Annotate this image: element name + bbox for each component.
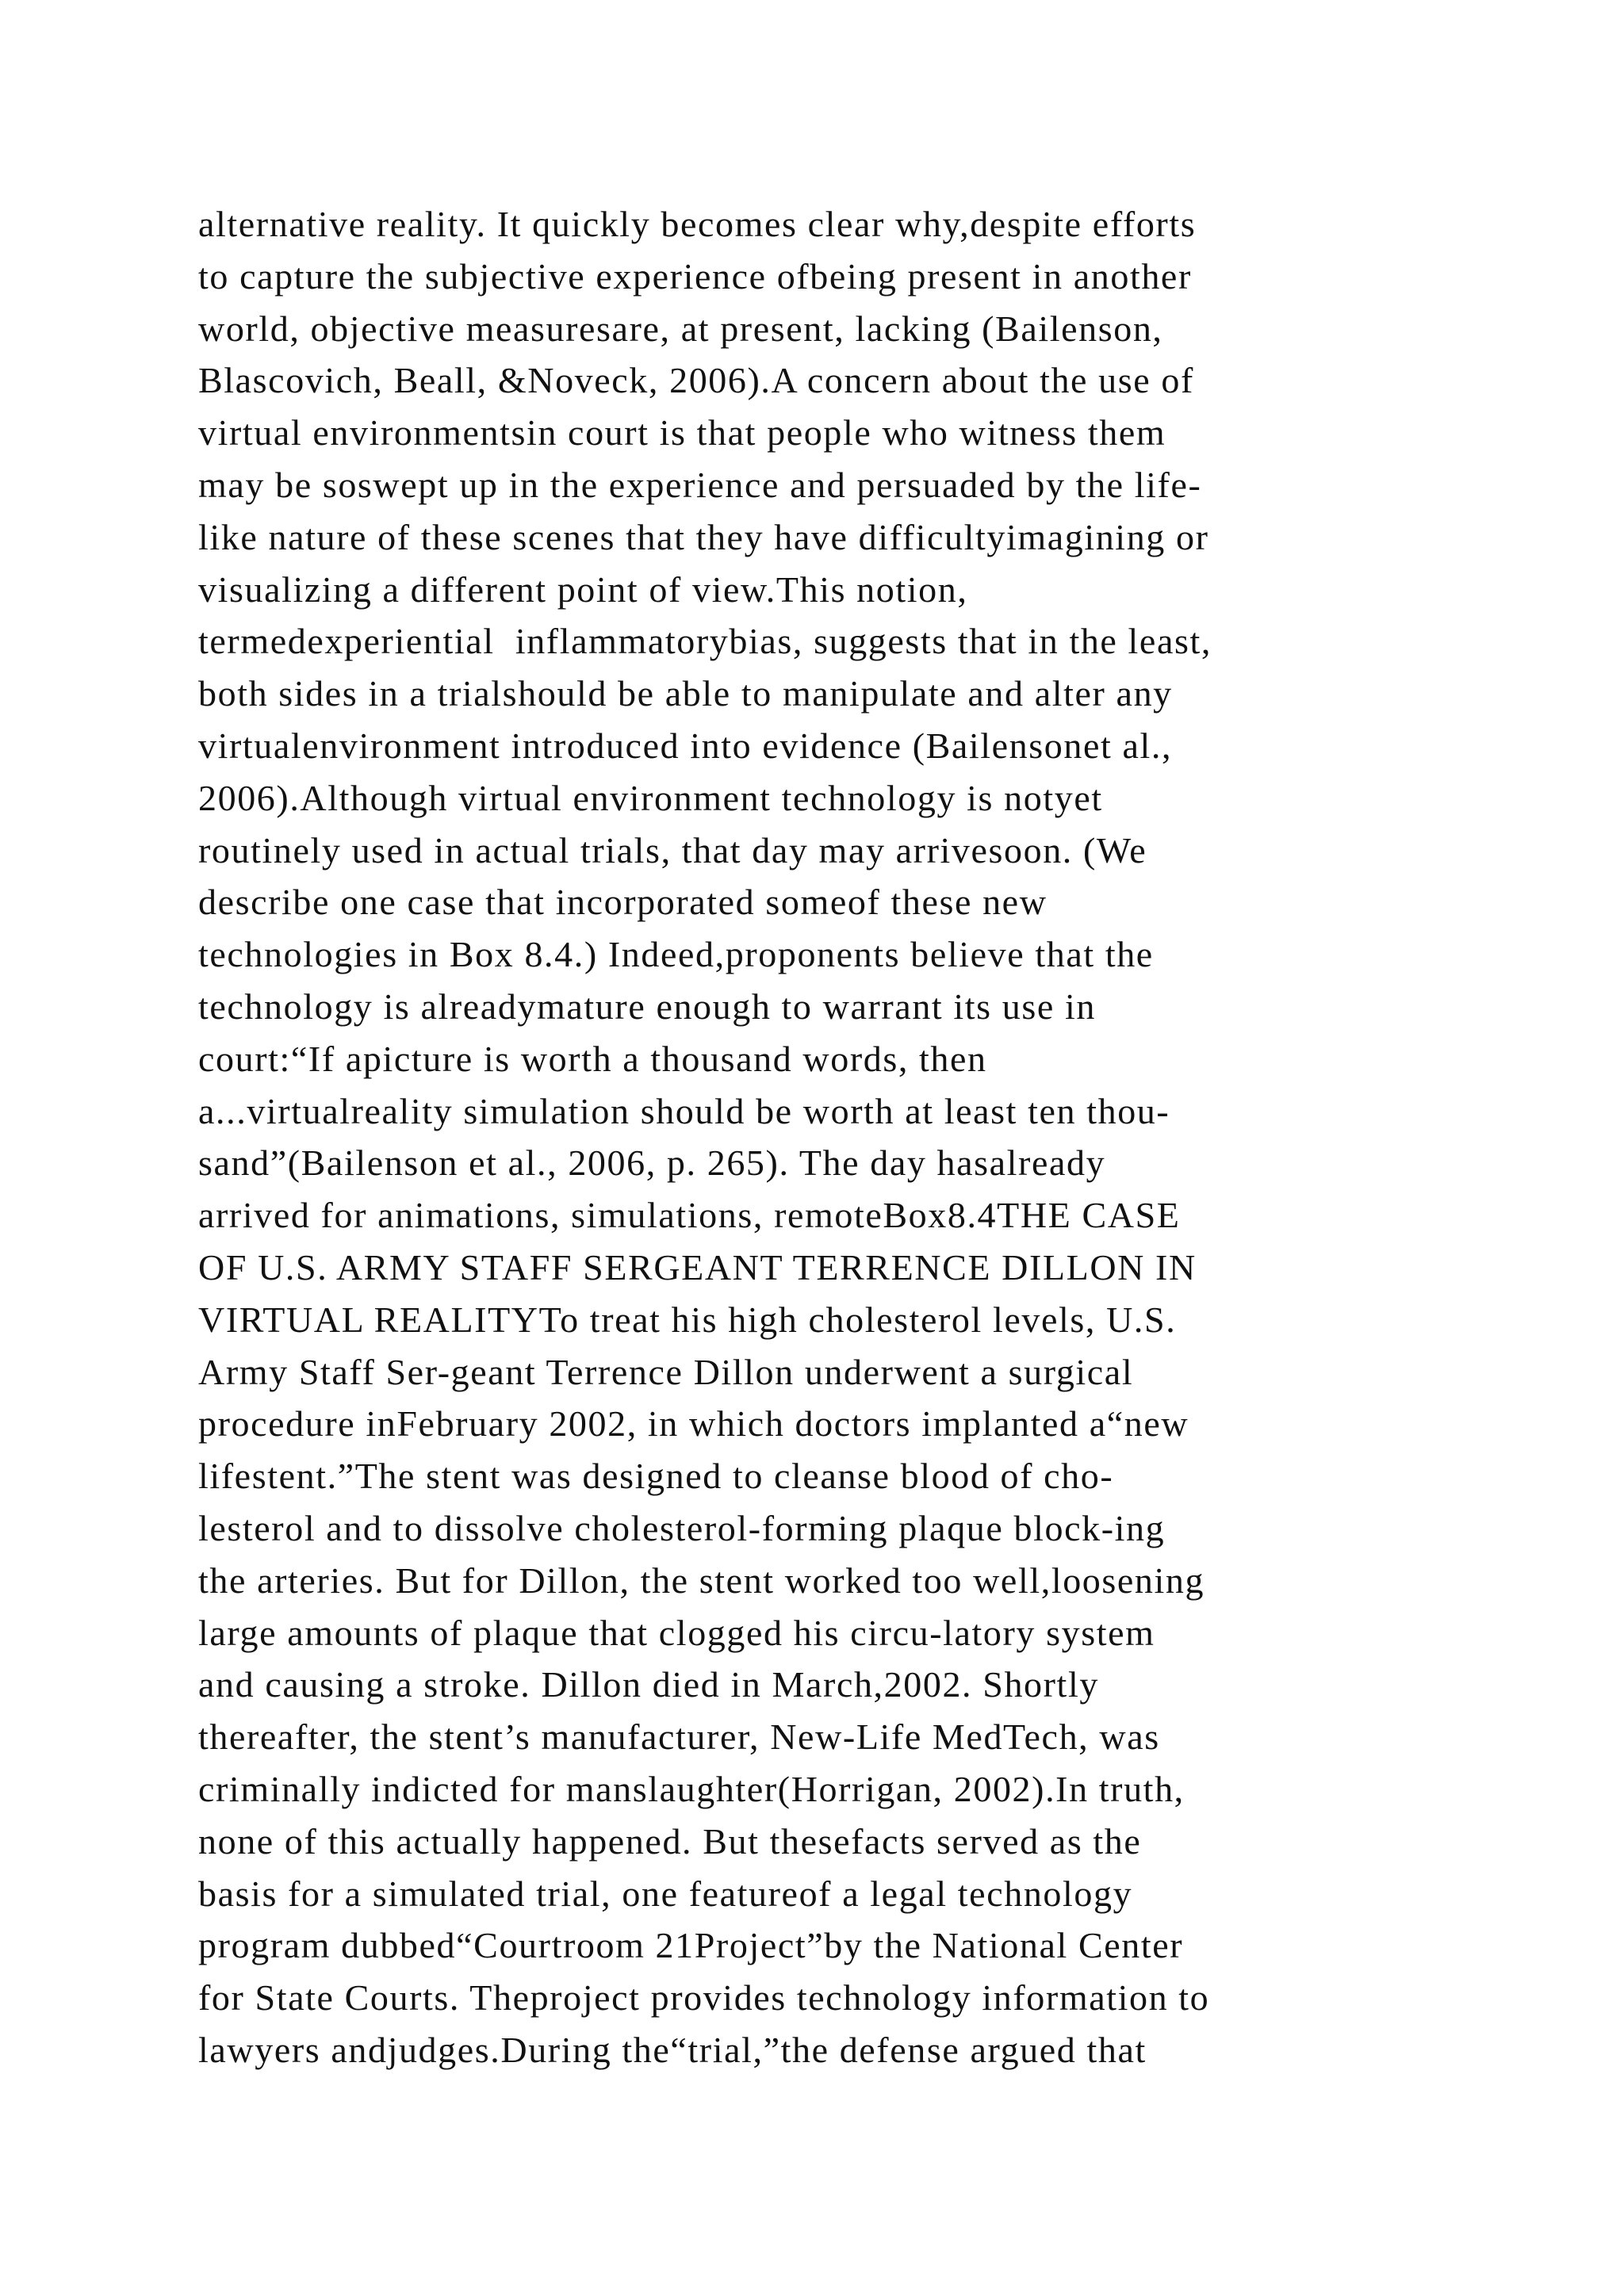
text-line: criminally indicted for manslaughter(Horrigan, 2002).In truth, (198, 1768, 1185, 1809)
text-line: Army Staff Ser-geant Terrence Dillon underwent a surgical (198, 1351, 1134, 1392)
text-line: sand”(Bailenson et al., 2006, p. 265). The day hasalready (198, 1142, 1106, 1184)
text-line: technologies in Box 8.4.) Indeed,proponents believe that the (198, 934, 1154, 975)
text-line: lifestent.”The stent was designed to cleanse blood of cho- (198, 1456, 1114, 1497)
text-line: describe one case that incorporated someof these new (198, 882, 1048, 923)
text-line: Blascovich, Beall, &Noveck, 2006).A concern about the use of (198, 360, 1194, 401)
text-line: virtualenvironment introduced into evidence (Bailensonet al., (198, 725, 1173, 766)
text-line: technology is alreadymature enough to warrant its use in (198, 985, 1096, 1027)
text-line: large amounts of plaque that clogged his circu-latory system (198, 1612, 1155, 1653)
text-line: procedure inFebruary 2002, in which doctors implanted a“new (198, 1403, 1189, 1445)
text-line: and causing a stroke. Dillon died in March,2002. Shortly (198, 1664, 1099, 1705)
text-line: basis for a simulated trial, one featureof a legal technology (198, 1873, 1133, 1914)
text-line: court:“If apicture is worth a thousand words, then (198, 1038, 987, 1079)
text-line: world, objective measuresare, at present, lacking (Bailenson, (198, 308, 1163, 349)
text-line: VIRTUAL REALITYTo treat his high cholesterol levels, U.S. (198, 1299, 1177, 1340)
text-line: thereafter, the stent’s manufacturer, New-Life MedTech, was (198, 1716, 1160, 1758)
text-line: visualizing a different point of view.This notion, (198, 568, 968, 610)
text-line: to capture the subjective experience ofbeing present in another (198, 255, 1192, 297)
body-text (198, 198, 1483, 2076)
text-line: arrived for animations, simulations, remoteBox8.4THE CASE (198, 1195, 1181, 1236)
text-line: none of this actually happened. But thesefacts served as the (198, 1820, 1142, 1862)
text-line: lawyers andjudges.During the“trial,”the defense argued that (198, 2029, 1147, 2070)
text-line: termedexperiential inflammatorybias, suggests that in the least, (198, 621, 1212, 662)
text-line: 2006).Although virtual environment technology is notyet (198, 777, 1103, 818)
text-line: routinely used in actual trials, that day may arrivesoon. (We (198, 829, 1147, 871)
text-line: a...virtualreality simulation should be worth at least ten thou- (198, 1090, 1170, 1131)
text-line: may be soswept up in the experience and persuaded by the life- (198, 464, 1202, 505)
text-line: the arteries. But for Dillon, the stent worked too well,loosening (198, 1559, 1205, 1601)
text-line: program dubbed“Courtroom 21Project”by the National Center (198, 1925, 1184, 1966)
text-line: alternative reality. It quickly becomes clear why,despite efforts (198, 204, 1197, 244)
text-line: both sides in a trialshould be able to manipulate and alter any (198, 673, 1173, 714)
text-line: like nature of these scenes that they have difficultyimagining or (198, 516, 1209, 557)
text-line: OF U.S. ARMY STAFF SERGEANT TERRENCE DILLON IN (198, 1246, 1197, 1288)
text-line: for State Courts. Theproject provides technology information to (198, 1977, 1210, 2019)
text-line: virtual environmentsin court is that people who witness them (198, 412, 1166, 453)
text-line: lesterol and to dissolve cholesterol-forming plaque block-ing (198, 1507, 1166, 1548)
